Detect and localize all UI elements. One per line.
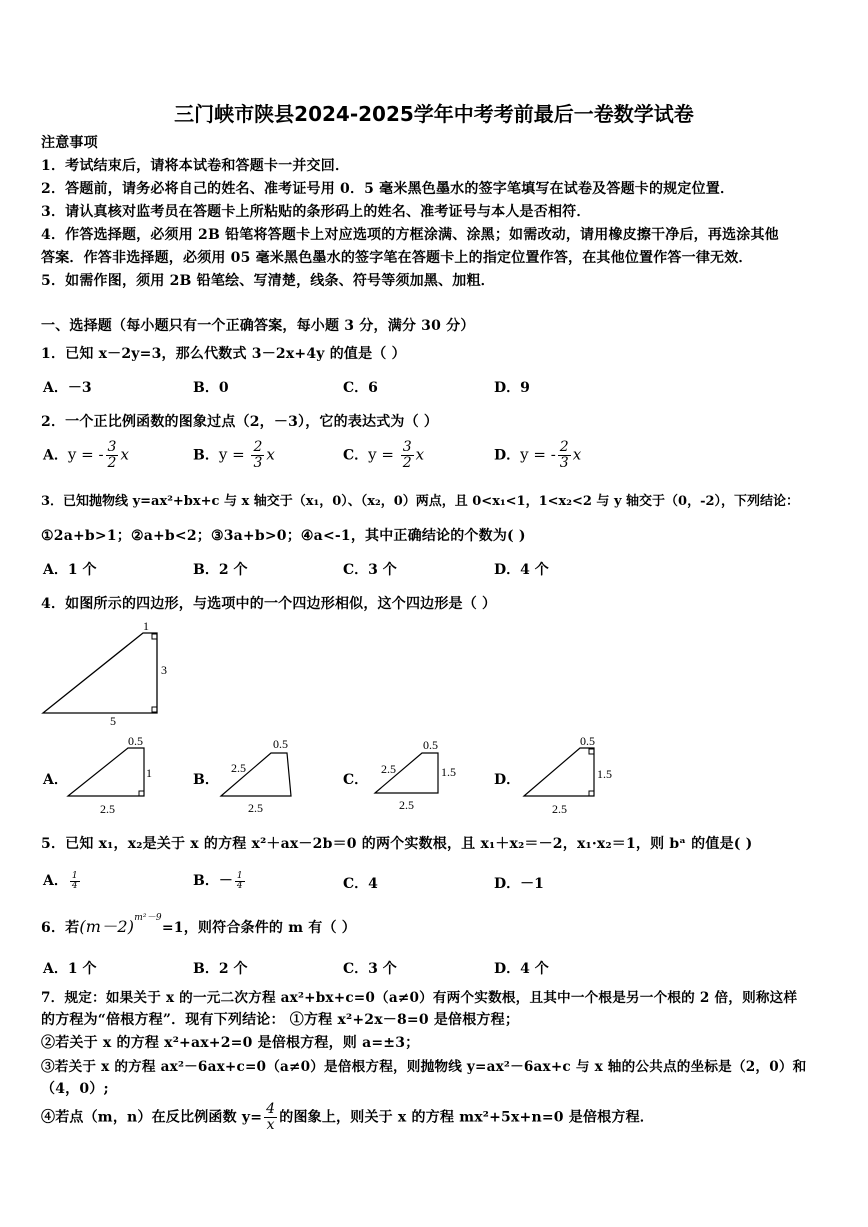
svg-text:2.5: 2.5 [552, 802, 567, 816]
notice-item: 答案．作答非选择题，必须用 05 毫米黑色墨水的签字笔在答题卡上的指定位置作答，在其他位置作答一律无效． [41, 250, 753, 266]
main-right-label: 3 [161, 663, 167, 677]
q2-option-c: C．y = $\frac{3}{2}$ x [343, 439, 425, 471]
svg-text:2.5: 2.5 [231, 761, 246, 775]
q1-option-d: D．9 [494, 380, 530, 396]
svg-text:0.5: 0.5 [580, 734, 595, 748]
question-7-line: 的方程为“倍根方程”．现有下列结论： ①方程 x²+2x－8=0 是倍根方程； [41, 1012, 520, 1028]
q4-main-figure [40, 618, 180, 726]
notice-item: 1．考试结束后，请将本试卷和答题卡一并交回． [41, 158, 350, 174]
notice-item: 5．如需作图，须用 2B 铅笔绘、写清楚，线条、符号等须加黑、加粗． [41, 273, 495, 289]
q5-option-d: D．－1 [494, 876, 544, 892]
main-top-label: 1 [143, 619, 149, 633]
main-bottom-label: 5 [110, 714, 116, 726]
question-7-line: 7．规定：如果关于 x 的一元二次方程 ax²+bx+c=0（a≠0）有两个实数根，且其中一个根是另一个根的 2 倍，则称这样 [41, 990, 798, 1006]
q4-option-d-letter: D． [494, 772, 521, 788]
question-7-line: ③若关于 x 的方程 ax²－6ax+c=0（a≠0）是倍根方程，则抛物线 y=ax²－6ax+c 与 x 轴的公共点的坐标是（2，0）和 [41, 1059, 807, 1075]
question-7-last-line: ④若点（m，n）在反比例函数 y= $\frac{4}{x}$ 的图象上，则关于 x 的方程 mx²+5x+n=0 是倍根方程． [41, 1101, 654, 1133]
q4-option-c-figure [365, 733, 465, 818]
section-heading: 一、选择题（每小题只有一个正确答案，每小题 3 分，满分 30 分） [41, 318, 475, 334]
q6-option-c: C．3 个 [343, 961, 397, 977]
q2-option-d: D．y = - $\frac{2}{3}$ x [494, 439, 582, 471]
q5-option-b: B．－ $\frac{1}{4}$ [193, 870, 243, 891]
question-4-stem: 4．如图所示的四边形，与选项中的一个四边形相似，这个四边形是（ ） [41, 596, 497, 612]
svg-text:1.5: 1.5 [441, 765, 456, 779]
svg-text:1: 1 [146, 766, 152, 780]
notice-item: 4．作答选择题，必须用 2B 铅笔将答题卡上对应选项的方框涂满、涂黑；如需改动，请用橡皮擦干净后，再选涂其他 [41, 227, 779, 243]
q3-option-c: C．3 个 [343, 562, 397, 578]
question-6-stem: 6．若$(m-2)^{m^2-9}=1$，则符合条件的 m 有（ ） [41, 913, 356, 936]
q2-option-b: B．y = $\frac{2}{3}$ x [193, 439, 275, 471]
svg-text:0.5: 0.5 [273, 737, 288, 751]
question-1-stem: 1．已知 x－2y=3，那么代数式 3－2x+4y 的值是（ ） [41, 346, 406, 362]
question-2-stem: 2．一个正比例函数的图象过点（2，－3），它的表达式为（ ） [41, 414, 439, 430]
q2-option-a: A．y = - $\frac{3}{2}$ x [43, 439, 129, 471]
svg-text:2.5: 2.5 [248, 801, 263, 815]
q5-option-c: C．4 [343, 876, 378, 892]
q3-option-d: D．4 个 [494, 562, 549, 578]
q4-option-b-figure [215, 733, 315, 818]
q3-option-b: B．2 个 [193, 562, 248, 578]
q4-option-a-figure [62, 733, 162, 818]
q1-option-a: A．－3 [43, 380, 92, 396]
question-7-line: （4，0）; [41, 1081, 109, 1097]
notice-item: 3．请认真核对监考员在答题卡上所粘贴的条形码上的姓名、准考证号与本人是否相符． [41, 204, 591, 220]
svg-text:2.5: 2.5 [100, 802, 115, 816]
question-7-line: ②若关于 x 的方程 x²+ax+2=0 是倍根方程，则 a=±3； [41, 1035, 420, 1051]
svg-text:0.5: 0.5 [423, 738, 438, 752]
q4-option-a-letter: A． [43, 772, 68, 788]
q1-option-c: C．6 [343, 380, 378, 396]
page-title: 三门峡市陕县2024-2025学年中考考前最后一卷数学试卷 [174, 102, 694, 126]
notice-heading: 注意事项 [41, 135, 98, 151]
q6-option-b: B．2 个 [193, 961, 248, 977]
svg-text:2.5: 2.5 [399, 798, 414, 812]
notice-item: 2．答题前，请务必将自己的姓名、准考证号用 0．5 毫米黑色墨水的签字笔填写在试卷及答题卡的规定位置． [41, 181, 735, 197]
q4-option-d-figure [518, 733, 618, 818]
q6-option-d: D．4 个 [494, 961, 549, 977]
svg-text:1.5: 1.5 [597, 767, 612, 781]
question-5-stem: 5．已知 x₁，x₂是关于 x 的方程 x²＋ax－2b＝0 的两个实数根，且 x₁＋x₂＝－2，x₁·x₂＝1，则 bᵃ 的值是( ) [41, 836, 753, 852]
q4-option-b-letter: B． [193, 772, 219, 788]
svg-text:2.5: 2.5 [381, 762, 396, 776]
q4-option-c-letter: C． [343, 772, 369, 788]
q3-option-a: A．1 个 [43, 562, 97, 578]
svg-text:0.5: 0.5 [128, 734, 143, 748]
question-3-conclusions: ①2a+b>1；②a+b<2；③3a+b>0；④a<-1，其中正确结论的个数为( ) [41, 528, 526, 544]
q5-option-a: A． $\frac{1}{4}$ [43, 870, 78, 891]
q6-option-a: A．1 个 [43, 961, 97, 977]
q1-option-b: B．0 [193, 380, 229, 396]
question-3-stem: 3．已知抛物线 y=ax²+bx+c 与 x 轴交于（x₁，0）、（x₂，0）两点，且 0<x₁<1，1<x₂<2 与 y 轴交于（0，-2），下列结论： [41, 494, 800, 509]
